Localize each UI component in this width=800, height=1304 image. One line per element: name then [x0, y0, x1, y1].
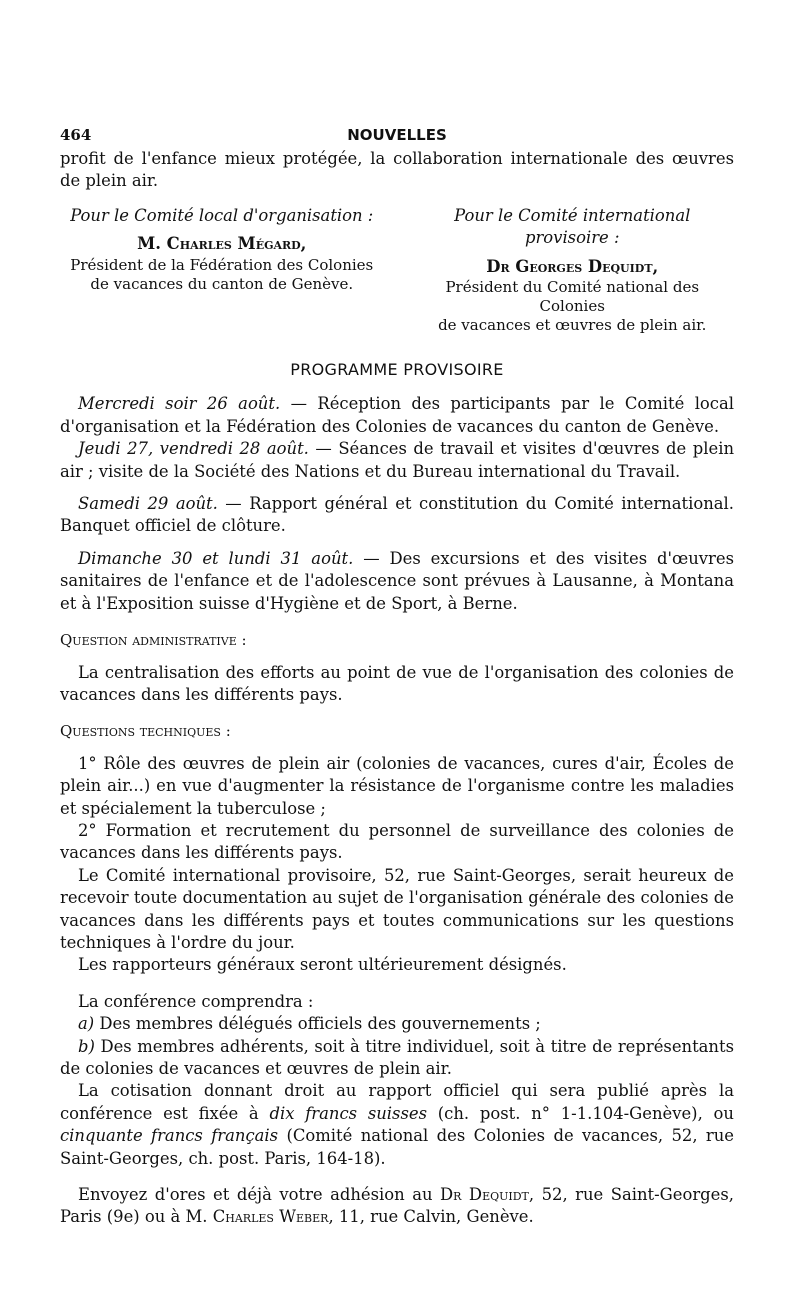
signature-heading: Pour le Comité international provisoire : [454, 205, 691, 248]
signatory-title-line: Président de la Fédération des Colonies [70, 255, 374, 274]
swiss-amount: dix francs suisses [269, 1103, 427, 1123]
programme-date: Jeudi 27, vendredi 28 août. [78, 439, 309, 459]
closing-text: , 11, rue Calvin, Genève. [328, 1207, 534, 1227]
closing-paragraph [60, 1184, 734, 1229]
cotisation-paragraph [60, 1080, 734, 1170]
signature-international-committee [410, 205, 734, 335]
cotisation-text: (ch. post. n° 1-1.104-Genève), ou [426, 1103, 734, 1123]
signature-heading: Pour le Comité local d'organisation : [70, 205, 374, 225]
programme-item [60, 438, 734, 483]
contact-name: Dr Dequidt [440, 1185, 529, 1205]
closing-text: Envoyez d'ores et déjà votre adhésion au [78, 1185, 441, 1205]
signatory-title-line: de vacances du canton de Genève. [90, 274, 354, 293]
documentation-paragraph: Le Comité international provisoire, 52, rue Saint-Georges, serait heureux de recevoir toute documentation au sujet de l'organisation générale des colonies de vacances dans les différents pays et toutes communications sur les questions techniques à l'ordre du jour. [60, 865, 734, 952]
item-letter: a) [78, 1014, 95, 1034]
programme-item [60, 548, 734, 615]
intro-paragraph: profit de l'enfance mieux protégée, la collaboration internationale des œuvres de plein air. [60, 149, 734, 191]
programme-date: Dimanche 30 et lundi 31 août. [78, 548, 354, 568]
item-letter: b) [78, 1036, 95, 1056]
signatory-name: Dr Georges Dequidt, [486, 256, 659, 276]
signatory-name: M. Charles Mégard, [137, 234, 307, 254]
technical-question-1: 1° Rôle des œuvres de plein air (colonies de vacances, cures d'air, Écoles de plein air...) en vue d'augmenter la résistance de l'organisme contre les maladies et spécialement la tuberculose ; [60, 753, 734, 818]
running-header [60, 124, 734, 148]
cotisation-text: (Comité national des Colonies de vacances, 52, rue Saint-Georges, ch. post. Paris, 164-18). [60, 1126, 734, 1168]
programme-date: Samedi 29 août. [78, 494, 218, 514]
signatory-title-line: de vacances et œuvres de plein air. [438, 316, 707, 335]
programme-item [60, 393, 734, 438]
programme-text: — Rapport général et constitution du Comité international. Banquet officiel de clôture. [60, 494, 734, 536]
closing-text: , 52, rue Saint-Georges, Paris (9e) ou à M. [60, 1185, 734, 1227]
technical-question-2: 2° Formation et recrutement du personnel de surveillance des colonies de vacances dans les différents pays. [60, 820, 734, 863]
item-text: Des membres adhérents, soit à titre individuel, soit à titre de représentants de colonies de vacances et œuvres de plein air. [60, 1036, 734, 1078]
signatures-block [60, 205, 734, 335]
french-amount: cinquante francs français [60, 1126, 279, 1146]
programme-title: PROGRAMME PROVISOIRE [290, 360, 504, 380]
programme-text: — Des excursions et des visites d'œuvres sanitaires de l'enfance et de l'adolescence sont prévues à Lausanne, à Montana et à l'Exposition suisse d'Hygiène et de Sport, à Berne. [60, 548, 734, 613]
conference-item-b [60, 1036, 734, 1081]
programme-text: — Séances de travail et visites d'œuvres de plein air ; visite de la Société des Nations et du Bureau international du Travail. [60, 439, 734, 481]
conference-intro: La conférence comprendra : [78, 991, 314, 1011]
conference-item-a [60, 1013, 734, 1035]
programme-item [60, 493, 734, 538]
cotisation-text: La cotisation donnant droit au rapport officiel qui sera publié après la conférence est fixée à [60, 1081, 734, 1123]
running-title: NOUVELLES [347, 126, 447, 144]
signatory-title-line: Président du Comité national des Colonies [445, 278, 700, 316]
programme-text: — Réception des participants par le Comité local d'organisation et la Fédération des Colonies de vacances du canton de Genève. [60, 394, 734, 436]
signature-local-committee [60, 205, 384, 335]
page-number: 464 [60, 126, 92, 144]
programme-date: Mercredi soir 26 août. [78, 394, 281, 414]
contact-name: Charles Weber [212, 1207, 329, 1227]
administrative-question-label: Question administrative : [60, 631, 247, 650]
technical-questions-label: Questions techniques : [60, 722, 231, 741]
item-text: Des membres délégués officiels des gouvernements ; [94, 1014, 541, 1034]
rapporteurs-paragraph: Les rapporteurs généraux seront ultérieurement désignés. [78, 955, 567, 975]
administrative-question-text: La centralisation des efforts au point de vue de l'organisation des colonies de vacances dans les différents pays. [60, 662, 734, 704]
